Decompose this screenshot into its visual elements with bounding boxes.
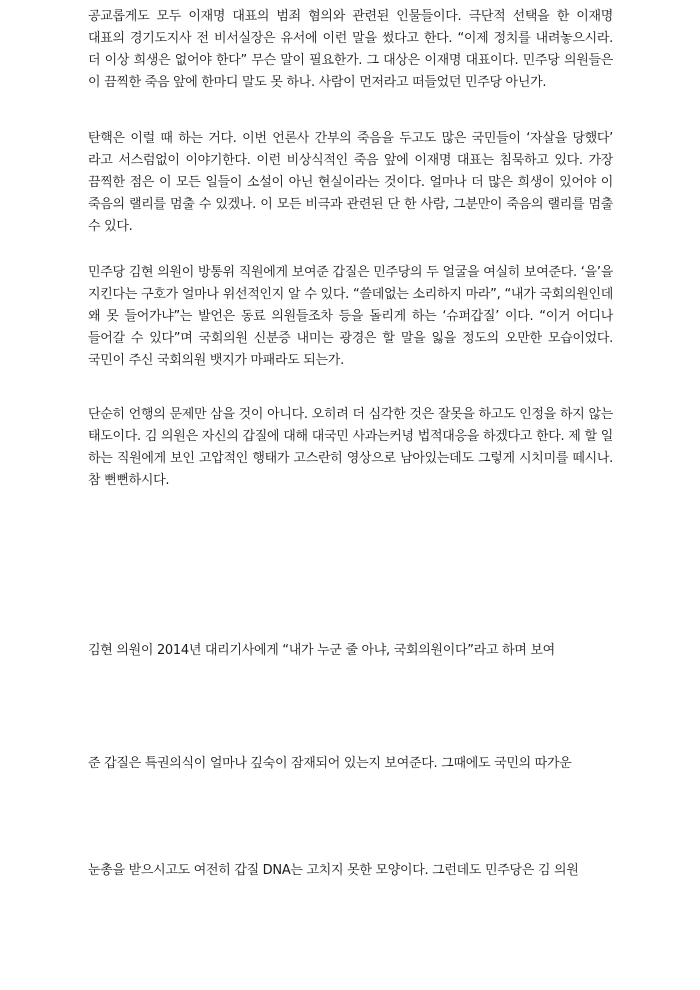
text-line-3: 눈총을 받으시고도 여전히 갑질 DNA는 고치지 못한 모양이다. 그런데도 민주당은 김 의원 — [88, 863, 579, 878]
text-line-2: 준 갑질은 특권의식이 얼마나 깊숙이 잠재되어 있는지 보여준다. 그때에도 국민의 따가운 — [88, 756, 572, 771]
paragraph-3: 민주당 김현 의원이 방통위 직원에게 보여준 갑질은 민주당의 두 얼굴을 여실히 보여준다. ‘을’을 지킨다는 구호가 얼마나 위선적인지 알 수 있다. “쓸데없는 소리하지 마라”, “내가 국회의원인데 왜 못 들어가냐”는 발언은 동료 의원들조차 등을 돌리게 하는 ‘슈퍼갑질’ 이다. “이거 어디나 들어갈 수 있다”며 국회의원 신분증 내미는 광경은 할 말을 잃을 정도의 오만한 모습이었다. 국민이 주신 국회의원 뱃지가 마패라도 되는가. — [88, 265, 613, 368]
paragraph-2: 탄핵은 이럴 때 하는 거다. 이번 언론사 간부의 죽음을 두고도 많은 국민들이 ‘자살을 당했다’ 라고 서스럼없이 이야기한다. 이런 비상식적인 죽음 앞에 이재명 대표는 침묵하고 있다. 가장 끔찍한 점은 이 모든 일들이 소설이 아닌 현실이라는 것이다. 얼마나 더 많은 희생이 있어야 이 죽음의 랠리를 멈출 수 있겠나. 이 모든 비극과 관련된 단 한 사람, 그분만이 죽음의 랠리를 멈출 수 있다. — [88, 131, 613, 234]
paragraph-1: 공교롭게도 모두 이재명 대표의 범죄 혐의와 관련된 인물들이다. 극단적 선택을 한 이재명 대표의 경기도지사 전 비서실장은 유서에 이런 말을 썼다고 한다. “이제 정치를 내려놓으시라. 더 이상 희생은 없어야 한다” 무슨 말이 필요한가. 그 대상은 이재명 대표이다. 민주당 의원들은 이 끔찍한 죽음 앞에 한마디 말도 못 하나. 사람이 먼저라고 떠들었던 민주당 아닌가. — [88, 9, 613, 90]
paragraph-4: 단순히 언행의 문제만 삼을 것이 아니다. 오히려 더 심각한 것은 잘못을 하고도 인정을 하지 않는 태도이다. 김 의원은 자신의 갑질에 대해 대국민 사과는커녕 법적대응을 하겠다고 한다. 제 할 일 하는 직원에게 보인 고압적인 행태가 고스란히 영상으로 남아있는데도 그렇게 시치미를 떼시나. 참 뻔뻔하시다. — [88, 407, 613, 488]
text-line-1: 김현 의원이 2014년 대리기사에게 “내가 누군 줄 아냐, 국회의원이다”라고 하며 보여 — [88, 643, 555, 658]
